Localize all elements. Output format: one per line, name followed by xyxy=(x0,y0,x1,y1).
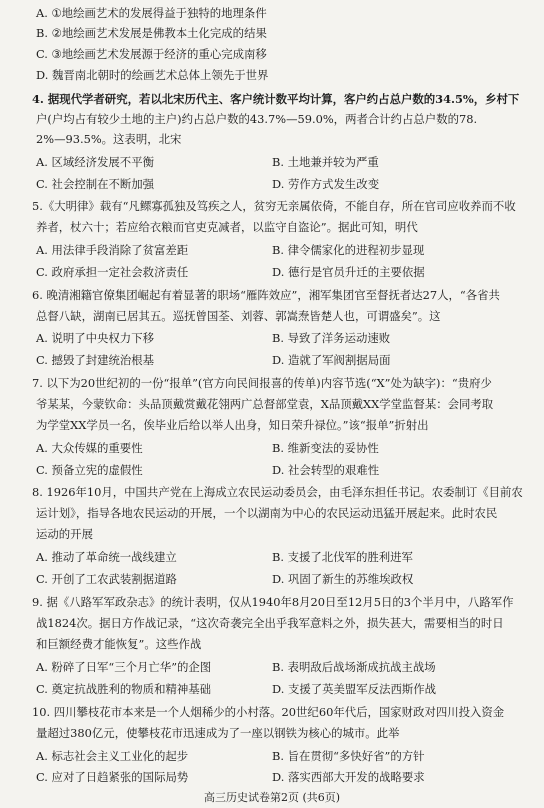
q3-option-c: C. ③地绘画艺术发展源于经济的重心完成南移 xyxy=(36,47,267,61)
q9-option-d: D. 支援了英美盟军反法西斯作战 xyxy=(272,682,437,696)
q4-stem-line-1: 4. 据现代学者研究，若以北宋历代主、客户统计数平均计算，客户约占总户数的34.5%，乡村下 xyxy=(32,92,520,106)
q7-option-d: D. 社会转型的艰难性 xyxy=(272,463,380,477)
q6-option-d: D. 造就了军阀割据局面 xyxy=(272,353,391,367)
q5-option-d: D. 德行是官员升迁的主要依据 xyxy=(272,265,425,279)
q8-option-c: C. 开创了工农武装割据道路 xyxy=(36,572,177,586)
q5-option-b: B. 律令儒家化的进程初步显现 xyxy=(272,243,425,257)
q7-stem-line-2: 爷某某，今蒙钦命：头品顶戴赏戴花翎两广总督部堂袁，X品顶戴XX学堂监督某：会同考取 xyxy=(36,397,494,411)
q3-option-a: A. ①地绘画艺术的发展得益于独特的地理条件 xyxy=(36,6,267,20)
q7-stem-line-1: 7. 以下为20世纪初的一份“报单”(官方向民间报喜的传单)内容节选(“X”处为缺字)：“贵府少 xyxy=(32,376,492,390)
q7-option-c: C. 预备立宪的虚假性 xyxy=(36,463,143,477)
q10-option-b: B. 旨在贯彻“多快好省”的方针 xyxy=(272,749,425,763)
q5-option-c: C. 政府承担一定社会救济责任 xyxy=(36,265,189,279)
q9-stem-line-3: 和巨额经费才能恢复”。这些作战 xyxy=(36,637,202,651)
q10-option-a: A. 标志社会主义工业化的起步 xyxy=(36,749,189,763)
q6-option-b: B. 导致了洋务运动速败 xyxy=(272,331,391,345)
q9-stem-line-1: 9. 据《八路军军政杂志》的统计表明，仅从1940年8月20日至12月5日的3个半月中，八路军作 xyxy=(32,595,514,609)
q4-stem-line-3: 2%—93.5%。这表明，北宋 xyxy=(36,132,182,146)
q6-option-a: A. 说明了中央权力下移 xyxy=(36,331,154,345)
q4-option-d: D. 劳作方式发生改变 xyxy=(272,177,380,191)
page-footer: 高三历史试卷第2页 (共6页) xyxy=(203,791,341,804)
q6-option-c: C. 撼毁了封建统治根基 xyxy=(36,353,155,367)
q5-stem-line-1: 5.《大明律》载有“凡鳏寡孤独及笃疾之人，贫穷无亲属依倚，不能自存，所在官司应收养而不收 xyxy=(32,199,516,213)
q10-option-d: D. 落实西部大开发的战略要求 xyxy=(272,770,425,784)
q7-stem-line-3: 为学堂XX学员一名，俟毕业后给以举人出身，知日荣升禄位。”该“报单”折射出 xyxy=(36,418,429,432)
q8-option-d: D. 巩固了新生的苏维埃政权 xyxy=(272,572,414,586)
q8-stem-line-2: 运计划》，指导各地农民运动的开展，一个以湖南为中心的农民运动迅猛开展起来。此时农民 xyxy=(36,506,498,520)
q8-option-a: A. 推动了革命统一战线建立 xyxy=(36,550,177,564)
q8-stem-line-1: 8. 1926年10月，中国共产党在上海成立农民运动委员会，由毛泽东担任书记。农委制订《目前农 xyxy=(32,485,523,499)
q4-option-c: C. 社会控制在不断加强 xyxy=(36,177,155,191)
q9-option-c: C. 奠定抗战胜利的物质和精神基础 xyxy=(36,682,212,696)
q3-option-d: D. 魏晋南北朝时的绘画艺术总体上领先于世界 xyxy=(36,68,269,82)
q4-option-a: A. 区域经济发展不平衡 xyxy=(36,155,154,169)
q4-stem-line-2: 户(户均占有较少土地的主户)约占总户数的43.7%—59.0%，两者合计约占总户数的78. xyxy=(36,112,478,126)
q7-option-a: A. 大众传媒的重要性 xyxy=(36,441,143,455)
q8-stem-line-3: 运动的开展 xyxy=(36,527,93,541)
q7-option-b: B. 维新变法的妥协性 xyxy=(272,441,379,455)
q8-option-b: B. 支援了北伐军的胜利进军 xyxy=(272,550,413,564)
q3-option-b: B. ②地绘画艺术发展是佛教本土化完成的结果 xyxy=(36,26,267,40)
q5-stem-line-2: 养者，杖六十；若应给衣粮而官吏克减者，以监守自盗论”。据此可知，明代 xyxy=(36,220,418,234)
q4-option-b: B. 土地兼并较为严重 xyxy=(272,155,379,169)
q9-option-a: A. 粉碎了日军“三个月亡华”的企图 xyxy=(36,660,212,674)
q10-stem-line-1: 10. 四川攀枝花市本来是一个人烟稀少的小村落。20世纪60年代后，国家财政对四川投入资金 xyxy=(32,705,505,719)
q10-stem-line-2: 量超过380亿元，使攀枝花市迅速成为了一座以钢铁为核心的城市。此举 xyxy=(36,726,400,740)
q9-option-b: B. 表明敌后战场渐成抗战主战场 xyxy=(272,660,436,674)
q5-option-a: A. 用法律手段消除了贫富差距 xyxy=(36,243,189,257)
q6-stem-line-1: 6. 晚清湘籍官僚集团崛起有着显著的职场“雁阵效应”，湘军集团官至督抚者达27人，“各省共 xyxy=(32,288,500,302)
q10-option-c: C. 应对了日趋紧张的国际局势 xyxy=(36,770,189,784)
q9-stem-line-2: 战1824次。据日方作战记录，“这次奇袭完全出乎我军意料之外，损失甚大，需要相当的时日 xyxy=(36,616,504,630)
q6-stem-line-2: 总督八缺，湖南已居其五。巡抚曾国荃、刘蓉、郭嵩焘皆楚人也，可谓盛矣”。这 xyxy=(36,309,441,323)
